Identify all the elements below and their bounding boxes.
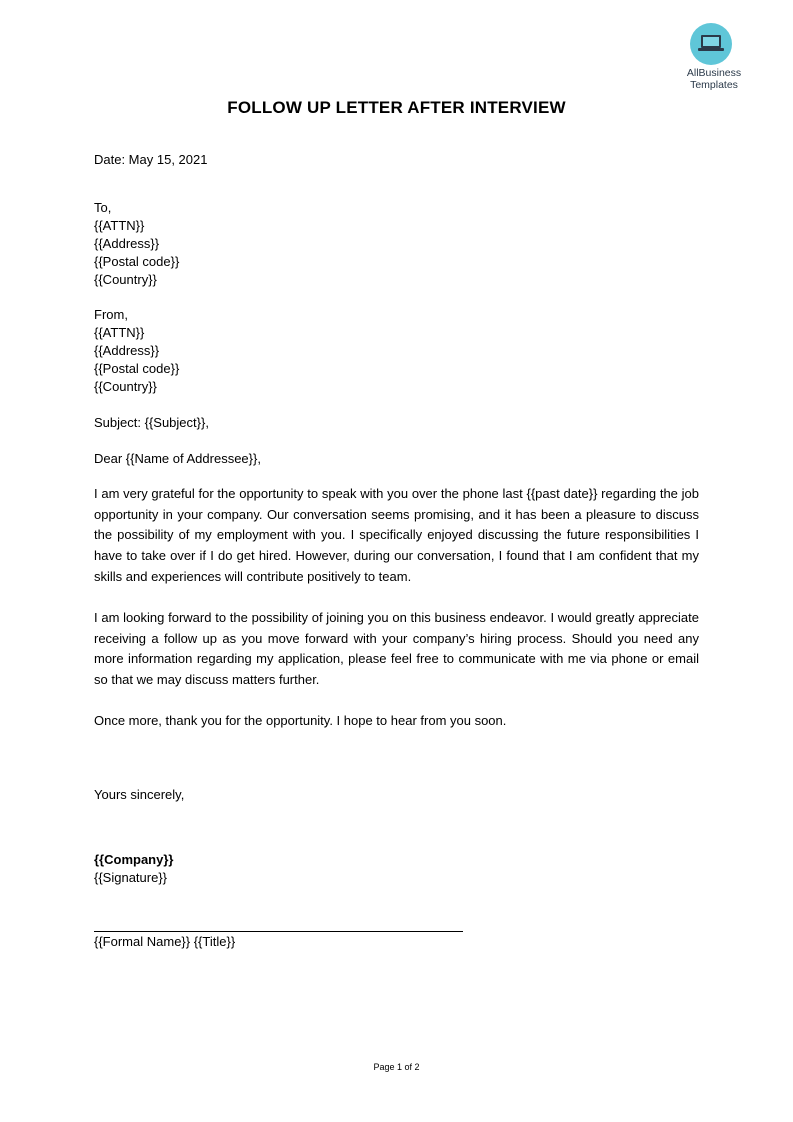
from-label: From,	[94, 307, 128, 322]
signature-placeholder: {{Signature}}	[94, 870, 168, 885]
formal-name-title: {{Formal Name}} {{Title}}	[94, 934, 236, 949]
from-address: {{Address}}	[94, 343, 160, 358]
body-paragraph-1: I am very grateful for the opportunity to speak with you over the phone last {{past date}} regarding the job opportunity in your company. Our conversation seems promising, and it has been a pleasure to discuss the possibility of my employment with you. I specifically enjoyed discussing the future responsibilities I have to take over if I do get hired. However, during our conversation, I found that I am confident that my skills and experiences will contribute positively to team.	[94, 486, 699, 584]
company-placeholder: {{Company}}	[94, 852, 174, 867]
from-attn: {{ATTN}}	[94, 325, 145, 340]
from-postal-code: {{Postal code}}	[94, 361, 180, 376]
laptop-icon	[690, 23, 732, 65]
from-country: {{Country}}	[94, 379, 157, 394]
salutation: Dear {{Name of Addressee}},	[94, 451, 261, 466]
document-title: FOLLOW UP LETTER AFTER INTERVIEW	[227, 98, 566, 117]
body-paragraph-2: I am looking forward to the possibility of joining you on this business endeavor. I would greatly appreciate receiving a follow up as you move forward with your company’s hiring process. Should you need any more information regarding my application, please feel free to communicate with me via phone or email so that we may discuss matters further.	[94, 610, 699, 688]
to-country: {{Country}}	[94, 272, 157, 287]
logo-circle	[690, 23, 732, 65]
body-paragraph-3: Once more, thank you for the opportunity. I hope to hear from you soon.	[94, 713, 507, 728]
page-number: Page 1 of 2	[373, 1062, 420, 1072]
logo-text-line2: Templates	[690, 79, 738, 91]
closing: Yours sincerely,	[94, 787, 185, 802]
date-line: Date: May 15, 2021	[94, 152, 208, 167]
allbusiness-templates-logo	[680, 20, 748, 94]
subject-line: Subject: {{Subject}},	[94, 415, 209, 430]
to-label: To,	[94, 200, 112, 215]
logo-text-line1: AllBusiness	[686, 67, 742, 79]
sender-block	[94, 306, 699, 396]
to-postal-code: {{Postal code}}	[94, 254, 180, 269]
signature-line	[94, 931, 463, 932]
recipient-block	[94, 199, 699, 289]
logo-text	[680, 67, 748, 91]
to-attn: {{ATTN}}	[94, 218, 145, 233]
to-address: {{Address}}	[94, 236, 160, 251]
